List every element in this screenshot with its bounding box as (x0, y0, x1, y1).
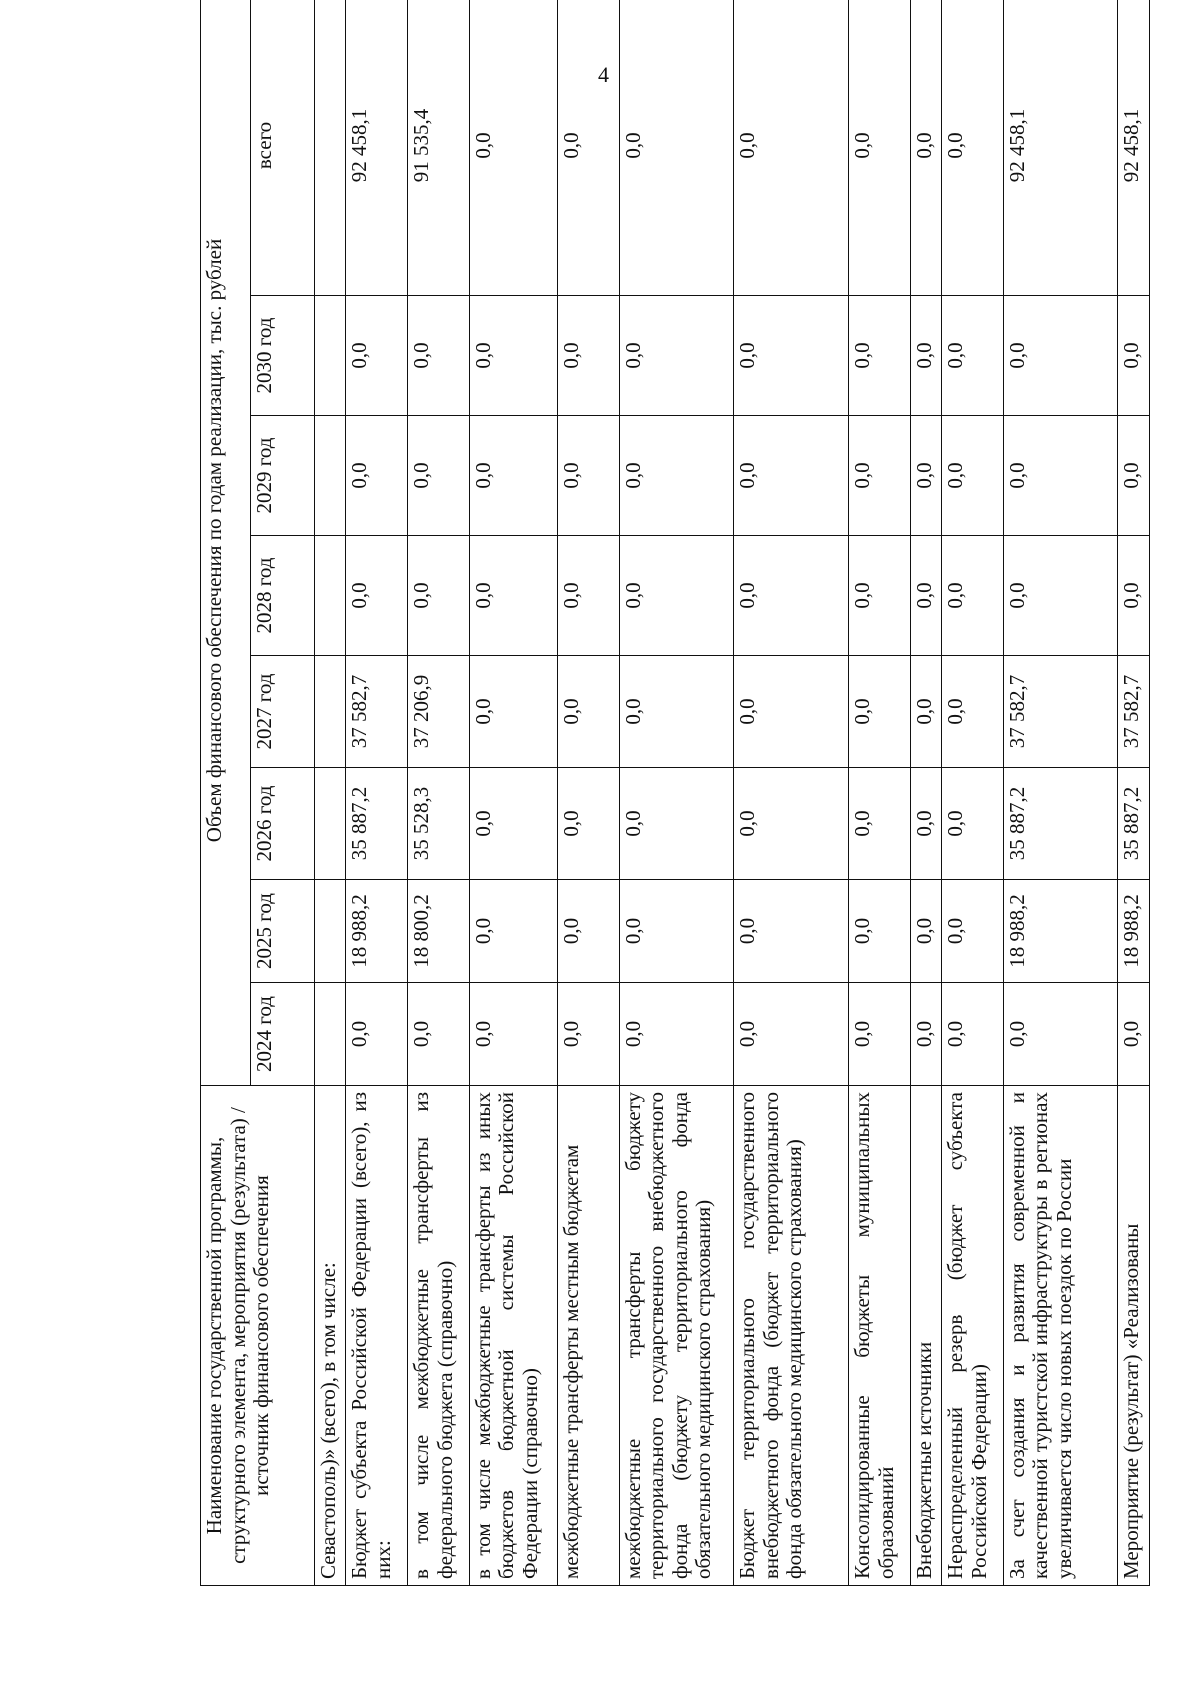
row-total-cell: 0,0 (734, 0, 849, 296)
row-value-cell: 0,0 (734, 768, 849, 880)
table-row (734, 0, 849, 1586)
row-value-cell: 0,0 (910, 768, 941, 880)
year-header: 2028 год (251, 536, 315, 656)
row-value-cell: 0,0 (619, 983, 734, 1086)
row-value-cell: 0,0 (1118, 536, 1150, 656)
year-header: 2030 год (251, 296, 315, 416)
table-row (942, 0, 1004, 1586)
row-value-cell: 0,0 (942, 880, 1004, 983)
row-value-cell: 0,0 (1118, 416, 1150, 536)
table-row (1003, 0, 1118, 1586)
row-value-cell: 0,0 (408, 296, 470, 416)
row-value-cell: 0,0 (469, 296, 557, 416)
row-value-cell: 0,0 (558, 768, 620, 880)
row-value-cell: 35 528,3 (408, 768, 470, 880)
row-value-cell (315, 536, 346, 656)
table-row (469, 0, 557, 1586)
row-value-cell: 0,0 (1003, 983, 1118, 1086)
header-name-cell: Наименование государственной программы, структурного элемента, мероприятия (результата) / источник финансового обеспечения (201, 1086, 315, 1586)
row-value-cell: 0,0 (469, 656, 557, 768)
row-value-cell: 0,0 (942, 296, 1004, 416)
row-value-cell: 0,0 (558, 416, 620, 536)
row-name-cell: Мероприятие (результат) «Реализованы (1118, 1086, 1150, 1586)
row-value-cell: 0,0 (849, 983, 911, 1086)
row-value-cell: 0,0 (849, 768, 911, 880)
row-name-cell: в том числе межбюджетные трансферты из иных бюджетов бюджетной системы Российской Федерации (справочно) (469, 1086, 557, 1586)
row-name-cell: Севастополь)» (всего), в том числе: (315, 1086, 346, 1586)
table-row (849, 0, 911, 1586)
row-value-cell: 0,0 (734, 296, 849, 416)
row-value-cell: 18 988,2 (1118, 880, 1150, 983)
row-value-cell: 37 582,7 (346, 656, 408, 768)
row-value-cell: 0,0 (942, 983, 1004, 1086)
row-value-cell (315, 880, 346, 983)
row-value-cell: 0,0 (469, 880, 557, 983)
row-value-cell: 0,0 (734, 656, 849, 768)
row-total-cell: 92 458,1 (1118, 0, 1150, 296)
row-value-cell (315, 656, 346, 768)
row-value-cell: 0,0 (849, 536, 911, 656)
row-value-cell: 0,0 (619, 768, 734, 880)
table-row (558, 0, 620, 1586)
row-total-cell (315, 0, 346, 296)
row-total-cell: 0,0 (469, 0, 557, 296)
row-value-cell: 0,0 (734, 983, 849, 1086)
row-value-cell: 0,0 (910, 296, 941, 416)
row-value-cell: 0,0 (849, 880, 911, 983)
row-value-cell: 18 988,2 (346, 880, 408, 983)
row-total-cell: 0,0 (910, 0, 941, 296)
row-total-cell: 0,0 (942, 0, 1004, 296)
row-value-cell: 35 887,2 (1118, 768, 1150, 880)
table-row (619, 0, 734, 1586)
row-value-cell: 0,0 (408, 416, 470, 536)
row-name-cell: Внебюджетные источники (910, 1086, 941, 1586)
rotated-table-area (200, 96, 1150, 1586)
rotated-table-inner (200, 96, 1150, 1586)
row-value-cell: 35 887,2 (1003, 768, 1118, 880)
row-value-cell: 0,0 (558, 983, 620, 1086)
year-header: 2024 год (251, 983, 315, 1086)
row-total-cell: 92 458,1 (346, 0, 408, 296)
row-value-cell: 0,0 (346, 416, 408, 536)
row-value-cell: 0,0 (1003, 416, 1118, 536)
row-value-cell: 0,0 (619, 416, 734, 536)
row-value-cell: 37 206,9 (408, 656, 470, 768)
row-value-cell: 0,0 (558, 880, 620, 983)
row-value-cell: 18 800,2 (408, 880, 470, 983)
row-value-cell: 37 582,7 (1118, 656, 1150, 768)
row-name-cell: в том числе межбюджетные трансферты из федерального бюджета (справочно) (408, 1086, 470, 1586)
row-value-cell: 0,0 (849, 296, 911, 416)
table-row (315, 0, 346, 1586)
row-value-cell: 0,0 (734, 416, 849, 536)
row-value-cell: 0,0 (558, 656, 620, 768)
row-name-cell: За счет создания и развития современной и качественной туристской инфраструктуры в регионах увеличивается число новых поездок по России (1003, 1086, 1118, 1586)
row-value-cell (315, 416, 346, 536)
header-row-1 (201, 0, 251, 1586)
table-row (408, 0, 470, 1586)
row-value-cell: 0,0 (346, 983, 408, 1086)
row-total-cell: 0,0 (558, 0, 620, 296)
row-name-cell: межбюджетные трансферты бюджету территориального государственного внебюджетного фонда (бюджету территориального фонда обязательного медицинского страхования) (619, 1086, 734, 1586)
row-value-cell: 0,0 (942, 656, 1004, 768)
row-value-cell: 0,0 (910, 983, 941, 1086)
row-value-cell: 0,0 (910, 656, 941, 768)
table-row (1118, 0, 1150, 1586)
year-header: 2027 год (251, 656, 315, 768)
row-value-cell (315, 768, 346, 880)
row-value-cell: 0,0 (942, 768, 1004, 880)
year-header: 2025 год (251, 880, 315, 983)
row-value-cell: 18 988,2 (1003, 880, 1118, 983)
row-value-cell: 0,0 (910, 536, 941, 656)
row-value-cell: 0,0 (1003, 536, 1118, 656)
row-value-cell: 0,0 (408, 536, 470, 656)
row-total-cell: 0,0 (849, 0, 911, 296)
row-total-cell: 91 535,4 (408, 0, 470, 296)
header-volume-cell: Объем финансового обеспечения по годам реализации, тыс. рублей (201, 0, 251, 1086)
row-value-cell: 0,0 (469, 536, 557, 656)
row-value-cell: 0,0 (346, 536, 408, 656)
row-value-cell (315, 296, 346, 416)
row-value-cell: 0,0 (734, 880, 849, 983)
row-value-cell: 0,0 (942, 536, 1004, 656)
row-value-cell: 35 887,2 (346, 768, 408, 880)
row-value-cell: 0,0 (910, 880, 941, 983)
table-row (346, 0, 408, 1586)
year-header: 2029 год (251, 416, 315, 536)
row-value-cell: 0,0 (1118, 296, 1150, 416)
row-name-cell: Консолидированные бюджеты муниципальных образований (849, 1086, 911, 1586)
row-value-cell: 0,0 (558, 296, 620, 416)
row-value-cell: 0,0 (558, 536, 620, 656)
row-value-cell: 0,0 (619, 656, 734, 768)
row-value-cell: 0,0 (1003, 296, 1118, 416)
row-value-cell: 0,0 (910, 416, 941, 536)
row-total-cell: 92 458,1 (1003, 0, 1118, 296)
row-value-cell: 0,0 (849, 416, 911, 536)
row-name-cell: межбюджетные трансферты местным бюджетам (558, 1086, 620, 1586)
row-value-cell: 37 582,7 (1003, 656, 1118, 768)
year-header: 2026 год (251, 768, 315, 880)
page-number: 4 (598, 62, 609, 87)
row-value-cell: 0,0 (734, 536, 849, 656)
row-value-cell (315, 983, 346, 1086)
row-value-cell: 0,0 (408, 983, 470, 1086)
row-name-cell: Бюджет территориального государственного внебюджетного фонда (бюджет территориального фонда обязательного медицинского страхования) (734, 1086, 849, 1586)
row-value-cell: 0,0 (942, 416, 1004, 536)
row-total-cell: 0,0 (619, 0, 734, 296)
row-value-cell: 0,0 (1118, 983, 1150, 1086)
row-value-cell: 0,0 (619, 536, 734, 656)
row-name-cell: Нераспределенный резерв (бюджет субъекта Российской Федерации) (942, 1086, 1004, 1586)
financing-table (200, 0, 1150, 1586)
row-value-cell: 0,0 (849, 656, 911, 768)
table-row (910, 0, 941, 1586)
row-name-cell: Бюджет субъекта Российской Федерации (всего), из них: (346, 1086, 408, 1586)
row-value-cell: 0,0 (469, 983, 557, 1086)
row-value-cell: 0,0 (619, 880, 734, 983)
row-value-cell: 0,0 (469, 768, 557, 880)
row-value-cell: 0,0 (346, 296, 408, 416)
table-body (315, 0, 1150, 1586)
row-value-cell: 0,0 (469, 416, 557, 536)
total-header: всего (251, 0, 315, 296)
row-value-cell: 0,0 (619, 296, 734, 416)
